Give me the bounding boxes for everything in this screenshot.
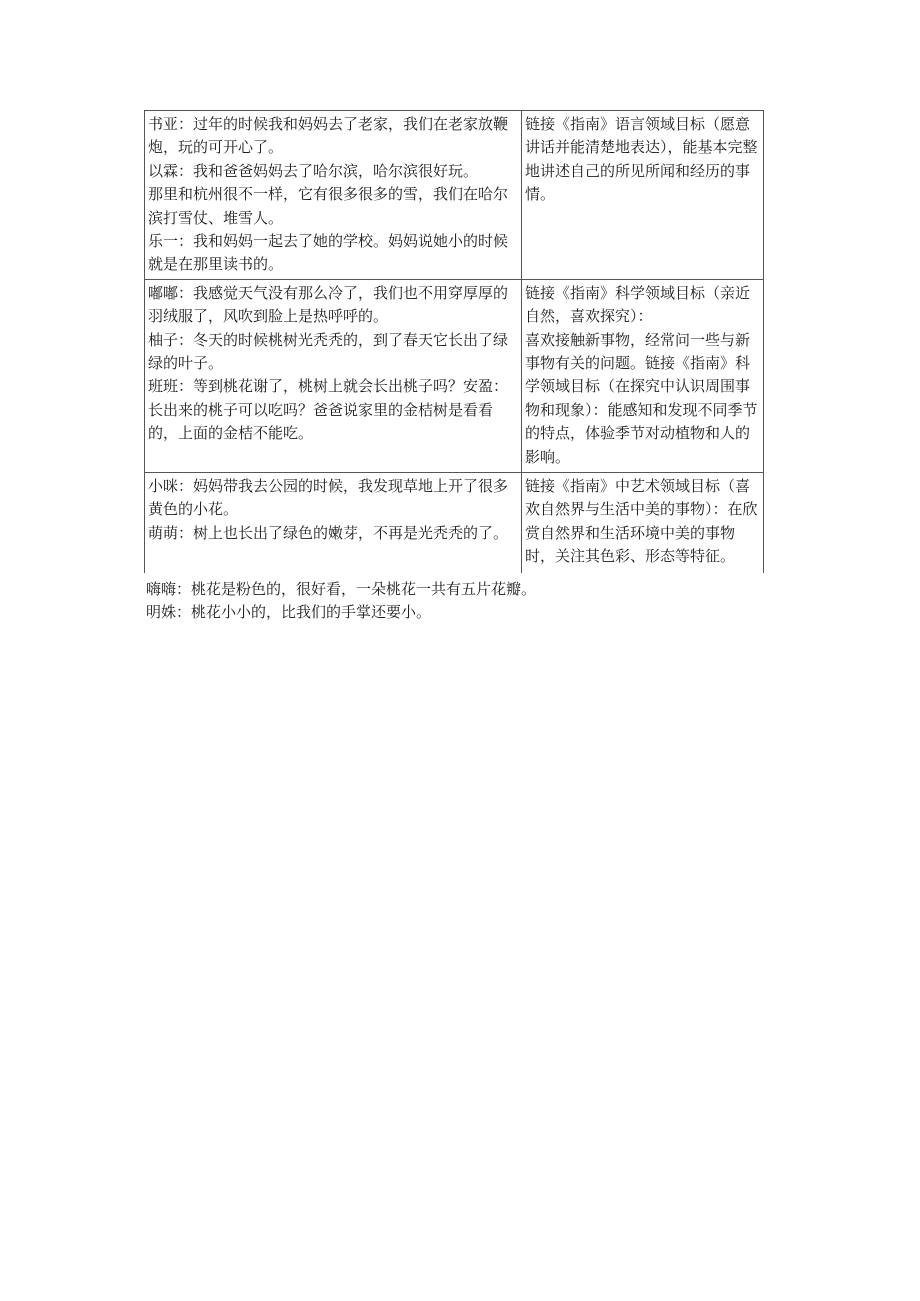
dialogue-line: 柚子：冬天的时候桃树光秃秃的，到了春天它长出了绿绿的叶子。 bbox=[148, 330, 509, 373]
table-row bbox=[145, 472, 764, 573]
dialogue-line: 小咪：妈妈带我去公园的时候，我发现草地上开了很多黄色的小花。 bbox=[148, 476, 509, 519]
child-dialogue-cell bbox=[145, 472, 522, 573]
dialogue-line: 那里和杭州很不一样，它有很多很多的雪，我们在哈尔滨打雪仗、堆雪人。 bbox=[148, 185, 509, 227]
table-row bbox=[145, 279, 764, 472]
child-dialogue-cell bbox=[145, 279, 522, 472]
dialogue-line: 明姝：桃花小小的，比我们的手掌还要小。 bbox=[146, 603, 432, 622]
guideline-link-cell bbox=[522, 472, 764, 573]
guideline-text: 链接《指南》语言领域目标（愿意讲话并能清楚地表达），能基本完整地讲述自己的所见所闻和经历的事情。 bbox=[525, 115, 758, 204]
observation-table bbox=[144, 110, 764, 573]
dialogue-line: 萌萌：树上也长出了绿色的嫩芽，不再是光秃秃的了。 bbox=[148, 523, 509, 542]
guideline-text: 链接《指南》科学领域目标（亲近自然，喜欢探究）： bbox=[525, 283, 751, 326]
table-row bbox=[145, 111, 764, 280]
guideline-link-cell bbox=[522, 279, 764, 472]
trailing-dialogue bbox=[146, 578, 536, 625]
dialogue-line: 以霖：我和爸爸妈妈去了哈尔滨，哈尔滨很好玩。 bbox=[148, 161, 479, 180]
dialogue-line: 嘟嘟：我感觉天气没有那么冷了，我们也不用穿厚厚的羽绒服了，风吹到脸上是热呼呼的。 bbox=[148, 283, 509, 326]
child-dialogue-cell bbox=[145, 111, 522, 280]
dialogue-line: 班班：等到桃花谢了，桃树上就会长出桃子吗？安盈：长出来的桃子可以吃吗？爸爸说家里的金桔树是看看的，上面的金桔不能吃。 bbox=[148, 377, 509, 443]
guideline-text: 喜欢接触新事物，经常问一些与新事物有关的问题。链接《指南》科学领域目标（在探究中认识周围事物和现象）：能感知和发现不同季节的特点，体验季节对动植物和人的影响。 bbox=[525, 330, 758, 466]
guideline-link-cell bbox=[522, 111, 764, 280]
guideline-text: 链接《指南》中艺术领域目标（喜欢自然界与生活中美的事物）：在欣赏自然界和生活环境中美的事物时，关注其色彩、形态等特征。 bbox=[525, 476, 758, 566]
dialogue-line: 乐一：我和妈妈一起去了她的学校。妈妈说她小的时候就是在那里读书的。 bbox=[148, 232, 509, 274]
dialogue-line: 嗨嗨：桃花是粉色的，很好看，一朵桃花一共有五片花瓣。 bbox=[146, 580, 537, 598]
dialogue-line: 书亚：过年的时候我和妈妈去了老家，我们在老家放鞭炮，玩的可开心了。 bbox=[148, 115, 509, 157]
